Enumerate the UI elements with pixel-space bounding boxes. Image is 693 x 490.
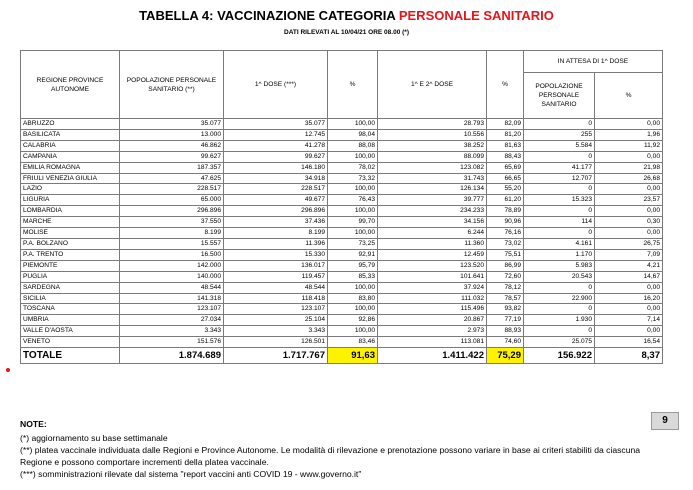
cell-pct-first: 95,79 bbox=[328, 260, 378, 271]
header-pct-first: % bbox=[328, 51, 378, 119]
cell-first-dose: 136.017 bbox=[224, 260, 328, 271]
cell-pct-first: 92,91 bbox=[328, 249, 378, 260]
cell-both-doses: 12.459 bbox=[378, 249, 487, 260]
cell-both-doses: 34.156 bbox=[378, 217, 487, 228]
cell-waiting-pct: 0,00 bbox=[595, 326, 663, 337]
cell-waiting-pct: 0,00 bbox=[595, 206, 663, 217]
header-both-doses: 1^ E 2^ DOSE bbox=[378, 51, 487, 119]
cell-waiting-pct: 14,67 bbox=[595, 271, 663, 282]
cell-waiting-pop: 0 bbox=[524, 326, 595, 337]
cell-pct-both: 78,57 bbox=[487, 293, 524, 304]
cell-first-dose: 146.180 bbox=[224, 162, 328, 173]
table-row bbox=[21, 337, 663, 348]
cell-region: CALABRIA bbox=[21, 140, 120, 151]
cell-waiting-pop: 0 bbox=[524, 304, 595, 315]
note-3: (***) somministrazioni rilevate dal sistema "report vaccini anti COVID 19 - www.governo.it" bbox=[20, 469, 362, 479]
cell-both-doses: 111.032 bbox=[378, 293, 487, 304]
cell-pct-both: 86,99 bbox=[487, 260, 524, 271]
red-dot-marker bbox=[6, 368, 10, 372]
cell-waiting-pct: 4,21 bbox=[595, 260, 663, 271]
cell-pct-first: 100,00 bbox=[328, 282, 378, 293]
total-label: TOTALE bbox=[21, 348, 120, 364]
cell-waiting-pct: 0,00 bbox=[595, 119, 663, 130]
table-row bbox=[21, 260, 663, 271]
table-row bbox=[21, 271, 663, 282]
table-row bbox=[21, 129, 663, 140]
table-row bbox=[21, 217, 663, 228]
cell-pct-both: 73,02 bbox=[487, 238, 524, 249]
cell-first-dose: 8.199 bbox=[224, 228, 328, 239]
cell-pct-first: 83,46 bbox=[328, 337, 378, 348]
cell-pct-first: 100,00 bbox=[328, 206, 378, 217]
cell-pct-both: 65,69 bbox=[487, 162, 524, 173]
cell-both-doses: 2.973 bbox=[378, 326, 487, 337]
cell-pct-first: 100,00 bbox=[328, 326, 378, 337]
cell-pct-first: 100,00 bbox=[328, 304, 378, 315]
table-row bbox=[21, 249, 663, 260]
cell-population: 142.000 bbox=[120, 260, 224, 271]
cell-both-doses: 11.360 bbox=[378, 238, 487, 249]
cell-pct-both: 78,89 bbox=[487, 206, 524, 217]
cell-waiting-pop: 22.900 bbox=[524, 293, 595, 304]
cell-waiting-pct: 0,00 bbox=[595, 151, 663, 162]
cell-waiting-pct: 7,14 bbox=[595, 315, 663, 326]
cell-pct-both: 61,20 bbox=[487, 195, 524, 206]
cell-population: 16.500 bbox=[120, 249, 224, 260]
cell-region: TOSCANA bbox=[21, 304, 120, 315]
cell-both-doses: 20.867 bbox=[378, 315, 487, 326]
cell-first-dose: 25.104 bbox=[224, 315, 328, 326]
cell-population: 140.000 bbox=[120, 271, 224, 282]
cell-waiting-pct: 23,57 bbox=[595, 195, 663, 206]
table-row bbox=[21, 315, 663, 326]
cell-waiting-pct: 26,68 bbox=[595, 173, 663, 184]
cell-region: VENETO bbox=[21, 337, 120, 348]
cell-population: 35.077 bbox=[120, 119, 224, 130]
table-row bbox=[21, 184, 663, 195]
cell-population: 3.343 bbox=[120, 326, 224, 337]
cell-waiting-pct: 16,20 bbox=[595, 293, 663, 304]
cell-waiting-pop: 15.323 bbox=[524, 195, 595, 206]
notes-title: NOTE: bbox=[20, 419, 47, 429]
total-waiting-pop: 156.922 bbox=[524, 348, 595, 364]
cell-pct-both: 82,09 bbox=[487, 119, 524, 130]
cell-waiting-pct: 11,92 bbox=[595, 140, 663, 151]
cell-first-dose: 228.517 bbox=[224, 184, 328, 195]
cell-region: EMILIA ROMAGNA bbox=[21, 162, 120, 173]
title-accent: PERSONALE SANITARIO bbox=[398, 8, 554, 23]
notes bbox=[20, 418, 670, 480]
cell-region: VALLE D'AOSTA bbox=[21, 326, 120, 337]
table-row bbox=[21, 282, 663, 293]
header-first-dose: 1^ DOSE (***) bbox=[224, 51, 328, 119]
table-subtitle: DATI RILEVATI AL 10/04/21 ORE 08.00 (*) bbox=[284, 29, 409, 36]
cell-region: LOMBARDIA bbox=[21, 206, 120, 217]
cell-both-doses: 123.082 bbox=[378, 162, 487, 173]
cell-pct-both: 88,93 bbox=[487, 326, 524, 337]
cell-population: 151.576 bbox=[120, 337, 224, 348]
cell-first-dose: 11.396 bbox=[224, 238, 328, 249]
cell-both-doses: 123.520 bbox=[378, 260, 487, 271]
page-number: 9 bbox=[651, 412, 679, 430]
cell-first-dose: 99.627 bbox=[224, 151, 328, 162]
cell-pct-both: 77,19 bbox=[487, 315, 524, 326]
note-1: (*) aggiornamento su base settimanale bbox=[20, 433, 168, 443]
total-both-doses: 1.411.422 bbox=[378, 348, 487, 364]
cell-region: MOLISE bbox=[21, 228, 120, 239]
cell-pct-both: 75,51 bbox=[487, 249, 524, 260]
cell-pct-first: 99,70 bbox=[328, 217, 378, 228]
cell-pct-first: 83,80 bbox=[328, 293, 378, 304]
header-waiting-pct: % bbox=[595, 73, 663, 119]
cell-both-doses: 28.793 bbox=[378, 119, 487, 130]
cell-both-doses: 6.244 bbox=[378, 228, 487, 239]
cell-first-dose: 119.457 bbox=[224, 271, 328, 282]
total-waiting-pct: 8,37 bbox=[595, 348, 663, 364]
cell-both-doses: 31.743 bbox=[378, 173, 487, 184]
header-pct-both: % bbox=[487, 51, 524, 119]
cell-waiting-pop: 5.983 bbox=[524, 260, 595, 271]
cell-pct-both: 93,82 bbox=[487, 304, 524, 315]
cell-both-doses: 88.099 bbox=[378, 151, 487, 162]
cell-waiting-pct: 0,00 bbox=[595, 228, 663, 239]
cell-population: 8.199 bbox=[120, 228, 224, 239]
cell-first-dose: 37.436 bbox=[224, 217, 328, 228]
table-row bbox=[21, 228, 663, 239]
cell-both-doses: 39.777 bbox=[378, 195, 487, 206]
cell-both-doses: 101.641 bbox=[378, 271, 487, 282]
cell-population: 15.557 bbox=[120, 238, 224, 249]
cell-first-dose: 126.501 bbox=[224, 337, 328, 348]
cell-first-dose: 34.918 bbox=[224, 173, 328, 184]
cell-population: 46.862 bbox=[120, 140, 224, 151]
cell-waiting-pop: 0 bbox=[524, 228, 595, 239]
cell-waiting-pct: 1,96 bbox=[595, 129, 663, 140]
table-row bbox=[21, 238, 663, 249]
cell-waiting-pop: 12.707 bbox=[524, 173, 595, 184]
cell-first-dose: 41.278 bbox=[224, 140, 328, 151]
cell-population: 228.517 bbox=[120, 184, 224, 195]
cell-pct-first: 73,25 bbox=[328, 238, 378, 249]
cell-waiting-pct: 16,54 bbox=[595, 337, 663, 348]
vaccination-table bbox=[20, 50, 663, 364]
header-waiting-pop: POPOLAZIONE PERSONALE SANITARIO bbox=[524, 73, 595, 119]
cell-pct-first: 100,00 bbox=[328, 151, 378, 162]
cell-waiting-pop: 1.930 bbox=[524, 315, 595, 326]
table-row bbox=[21, 173, 663, 184]
cell-waiting-pop: 5.584 bbox=[524, 140, 595, 151]
cell-pct-first: 73,32 bbox=[328, 173, 378, 184]
cell-waiting-pct: 7,09 bbox=[595, 249, 663, 260]
cell-population: 48.544 bbox=[120, 282, 224, 293]
cell-pct-both: 55,20 bbox=[487, 184, 524, 195]
cell-waiting-pop: 0 bbox=[524, 119, 595, 130]
cell-region: LIGURIA bbox=[21, 195, 120, 206]
total-population: 1.874.689 bbox=[120, 348, 224, 364]
cell-region: P.A. BOLZANO bbox=[21, 238, 120, 249]
title-prefix: TABELLA 4: VACCINAZIONE CATEGORIA bbox=[139, 8, 399, 23]
table-row bbox=[21, 293, 663, 304]
cell-region: LAZIO bbox=[21, 184, 120, 195]
cell-population: 47.625 bbox=[120, 173, 224, 184]
table-title bbox=[0, 8, 693, 23]
cell-region: FRIULI VENEZIA GIULIA bbox=[21, 173, 120, 184]
cell-waiting-pop: 114 bbox=[524, 217, 595, 228]
cell-both-doses: 10.556 bbox=[378, 129, 487, 140]
cell-region: ABRUZZO bbox=[21, 119, 120, 130]
cell-waiting-pct: 21,98 bbox=[595, 162, 663, 173]
cell-waiting-pop: 41.177 bbox=[524, 162, 595, 173]
cell-region: PUGLIA bbox=[21, 271, 120, 282]
cell-population: 141.318 bbox=[120, 293, 224, 304]
cell-pct-first: 100,00 bbox=[328, 119, 378, 130]
table-row bbox=[21, 206, 663, 217]
cell-waiting-pct: 0,00 bbox=[595, 184, 663, 195]
cell-both-doses: 113.081 bbox=[378, 337, 487, 348]
cell-pct-first: 92,86 bbox=[328, 315, 378, 326]
cell-pct-first: 76,43 bbox=[328, 195, 378, 206]
cell-first-dose: 15.330 bbox=[224, 249, 328, 260]
cell-first-dose: 118.418 bbox=[224, 293, 328, 304]
cell-region: SARDEGNA bbox=[21, 282, 120, 293]
cell-region: PIEMONTE bbox=[21, 260, 120, 271]
cell-waiting-pct: 0,30 bbox=[595, 217, 663, 228]
cell-first-dose: 35.077 bbox=[224, 119, 328, 130]
cell-population: 123.107 bbox=[120, 304, 224, 315]
cell-waiting-pop: 0 bbox=[524, 151, 595, 162]
cell-waiting-pop: 4.161 bbox=[524, 238, 595, 249]
cell-pct-first: 100,00 bbox=[328, 228, 378, 239]
header-waiting-group: IN ATTESA DI 1^ DOSE bbox=[524, 51, 663, 73]
cell-pct-both: 81,20 bbox=[487, 129, 524, 140]
cell-first-dose: 296.896 bbox=[224, 206, 328, 217]
cell-pct-both: 88,43 bbox=[487, 151, 524, 162]
cell-pct-first: 88,08 bbox=[328, 140, 378, 151]
total-pct-first: 91,63 bbox=[328, 348, 378, 364]
cell-population: 99.627 bbox=[120, 151, 224, 162]
cell-pct-first: 100,00 bbox=[328, 184, 378, 195]
cell-pct-both: 72,60 bbox=[487, 271, 524, 282]
cell-waiting-pct: 0,00 bbox=[595, 304, 663, 315]
table-row bbox=[21, 151, 663, 162]
cell-waiting-pct: 0,00 bbox=[595, 282, 663, 293]
cell-population: 65.000 bbox=[120, 195, 224, 206]
cell-waiting-pop: 255 bbox=[524, 129, 595, 140]
cell-both-doses: 38.252 bbox=[378, 140, 487, 151]
cell-pct-both: 90,96 bbox=[487, 217, 524, 228]
note-2: (**) platea vaccinale individuata dalle Regioni e Province Autonome. Le modalità di rilevazione e prenotazione possono variare in base ai criteri stabiliti da ciascuna Regione e possono comportare incrementi della platea vaccinale. bbox=[20, 445, 641, 467]
cell-first-dose: 3.343 bbox=[224, 326, 328, 337]
cell-pct-both: 81,63 bbox=[487, 140, 524, 151]
cell-pct-both: 76,16 bbox=[487, 228, 524, 239]
cell-population: 187.357 bbox=[120, 162, 224, 173]
table-row bbox=[21, 119, 663, 130]
cell-waiting-pop: 0 bbox=[524, 282, 595, 293]
cell-both-doses: 126.134 bbox=[378, 184, 487, 195]
cell-region: P.A. TRENTO bbox=[21, 249, 120, 260]
cell-pct-both: 78,12 bbox=[487, 282, 524, 293]
total-pct-both: 75,29 bbox=[487, 348, 524, 364]
table-row bbox=[21, 162, 663, 173]
cell-region: UMBRIA bbox=[21, 315, 120, 326]
cell-first-dose: 12.745 bbox=[224, 129, 328, 140]
cell-pct-both: 66,65 bbox=[487, 173, 524, 184]
cell-population: 37.550 bbox=[120, 217, 224, 228]
cell-waiting-pop: 25.075 bbox=[524, 337, 595, 348]
cell-population: 296.896 bbox=[120, 206, 224, 217]
cell-waiting-pop: 1.170 bbox=[524, 249, 595, 260]
cell-region: MARCHE bbox=[21, 217, 120, 228]
cell-population: 27.034 bbox=[120, 315, 224, 326]
cell-population: 13.000 bbox=[120, 129, 224, 140]
cell-region: SICILIA bbox=[21, 293, 120, 304]
cell-both-doses: 115.496 bbox=[378, 304, 487, 315]
header-region: REGIONE PROVINCE AUTONOME bbox=[21, 51, 120, 119]
cell-waiting-pop: 0 bbox=[524, 184, 595, 195]
table-row bbox=[21, 140, 663, 151]
cell-first-dose: 123.107 bbox=[224, 304, 328, 315]
cell-region: CAMPANIA bbox=[21, 151, 120, 162]
total-first-dose: 1.717.767 bbox=[224, 348, 328, 364]
cell-first-dose: 49.677 bbox=[224, 195, 328, 206]
cell-pct-first: 85,33 bbox=[328, 271, 378, 282]
cell-pct-first: 78,02 bbox=[328, 162, 378, 173]
cell-waiting-pop: 0 bbox=[524, 206, 595, 217]
cell-both-doses: 37.924 bbox=[378, 282, 487, 293]
table-row bbox=[21, 304, 663, 315]
cell-first-dose: 48.544 bbox=[224, 282, 328, 293]
cell-pct-both: 74,60 bbox=[487, 337, 524, 348]
cell-both-doses: 234.233 bbox=[378, 206, 487, 217]
table-row bbox=[21, 326, 663, 337]
table-row bbox=[21, 195, 663, 206]
header-population: POPOLAZIONE PERSONALE SANITARIO (**) bbox=[120, 51, 224, 119]
cell-waiting-pct: 26,75 bbox=[595, 238, 663, 249]
cell-pct-first: 98,04 bbox=[328, 129, 378, 140]
cell-waiting-pop: 20.543 bbox=[524, 271, 595, 282]
cell-region: BASILICATA bbox=[21, 129, 120, 140]
